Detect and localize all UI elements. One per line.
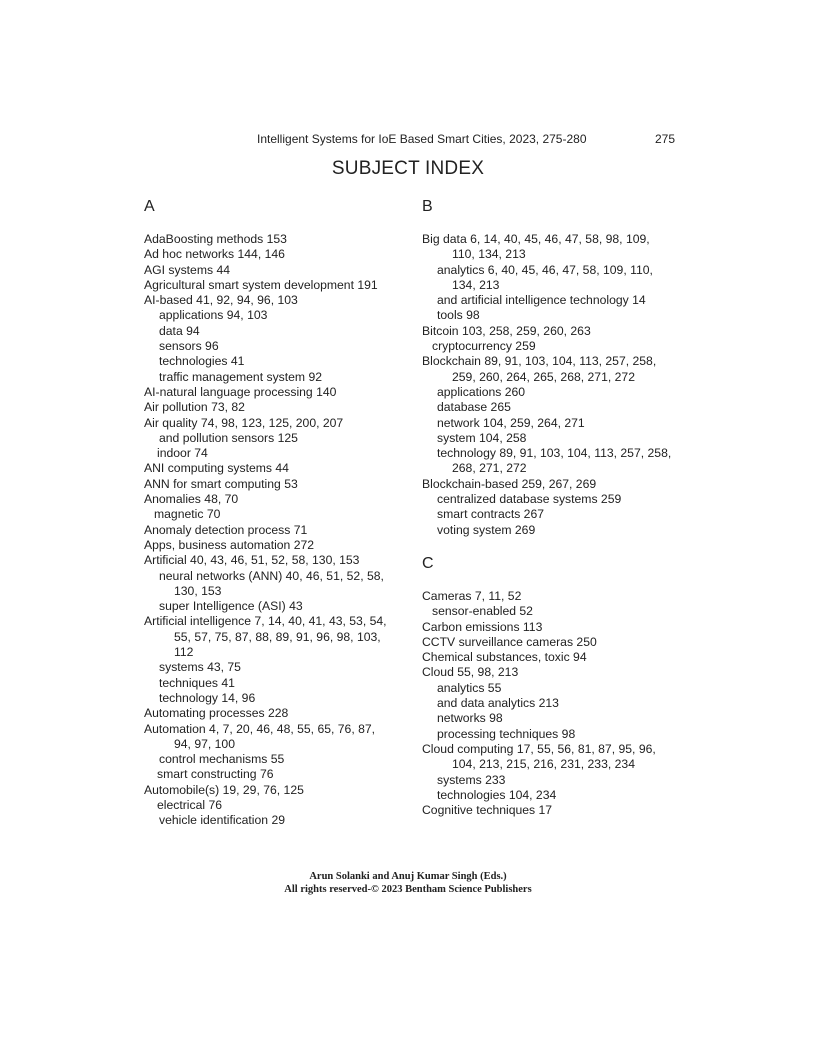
index-subentry: analytics 55 [437, 680, 502, 695]
index-entry: Cognitive techniques 17 [422, 803, 553, 818]
index-entry: Automating processes 228 [144, 706, 289, 721]
index-subentry: technologies 104, 234 [437, 787, 557, 802]
index-continuation: 55, 57, 75, 87, 88, 89, 91, 96, 98, 103, [174, 629, 381, 644]
index-entry: Blockchain 89, 91, 103, 104, 113, 257, 258, [422, 354, 657, 369]
index-subentry: sensor-enabled 52 [432, 604, 533, 619]
index-entry: AGI systems 44 [144, 262, 231, 277]
index-subentry: and data analytics 213 [437, 696, 559, 711]
index-subentry: smart constructing 76 [157, 767, 274, 782]
section-letter-a: A [144, 198, 155, 215]
index-subentry: indoor 74 [157, 446, 208, 461]
index-subentry: centralized database systems 259 [437, 492, 622, 507]
index-entry: Cloud computing 17, 55, 56, 81, 87, 95, 96, [422, 741, 656, 756]
index-subentry: and pollution sensors 125 [159, 430, 298, 445]
index-entry: Ad hoc networks 144, 146 [144, 247, 285, 262]
page-title: SUBJECT INDEX [331, 158, 485, 179]
index-entry: AdaBoosting methods 153 [144, 232, 287, 246]
index-continuation: 110, 134, 213 [452, 247, 526, 262]
index-entry: Agricultural smart system development 191 [144, 277, 378, 292]
index-subentry: magnetic 70 [154, 507, 221, 522]
index-entry: Blockchain-based 259, 267, 269 [422, 476, 597, 491]
index-subentry: vehicle identification 29 [159, 813, 286, 828]
index-subentry: control mechanisms 55 [159, 752, 285, 767]
index-subentry: traffic management system 92 [159, 369, 323, 384]
index-continuation: 130, 153 [174, 583, 222, 598]
index-subentry: technology 89, 91, 103, 104, 113, 257, 258, [437, 446, 672, 461]
index-entry: Anomalies 48, 70 [144, 492, 239, 507]
index-subentry: super Intelligence (ASI) 43 [159, 599, 303, 614]
index-subentry: voting system 269 [437, 522, 536, 537]
index-continuation: 268, 271, 272 [452, 461, 527, 476]
index-entry: CCTV surveillance cameras 250 [422, 634, 597, 649]
index-entry: Carbon emissions 113 [422, 619, 543, 634]
index-continuation: 112 [174, 645, 194, 660]
index-entry: AI-based 41, 92, 94, 96, 103 [144, 293, 298, 308]
index-subentry: system 104, 258 [437, 430, 527, 445]
index-subentry: tools 98 [437, 308, 480, 323]
index-entry: Air pollution 73, 82 [144, 400, 245, 415]
section-letter-b: B [422, 198, 433, 215]
index-subentry: applications 94, 103 [159, 308, 268, 323]
index-entry: Air quality 74, 98, 123, 125, 200, 207 [144, 415, 344, 430]
index-entry: Artificial intelligence 7, 14, 40, 41, 43, 53, 54, [144, 614, 387, 629]
index-entry: Apps, business automation 272 [144, 537, 315, 552]
index-subentry: technologies 41 [159, 354, 245, 369]
index-entry: Cloud 55, 98, 213 [422, 665, 519, 680]
index-continuation: 134, 213 [452, 277, 500, 292]
editors-credit: Arun Solanki and Anuj Kumar Singh (Eds.) [309, 871, 507, 882]
index-subentry: analytics 6, 40, 45, 46, 47, 58, 109, 110, [437, 262, 653, 277]
index-subentry: data 94 [159, 323, 200, 338]
index-subentry: networks 98 [437, 711, 503, 726]
index-entry: ANI computing systems 44 [144, 461, 289, 476]
index-entry: Anomaly detection process 71 [144, 522, 308, 537]
index-entry: Automobile(s) 19, 29, 76, 125 [144, 782, 304, 797]
index-subentry: smart contracts 267 [437, 507, 545, 522]
section-letter-c: C [422, 554, 434, 572]
index-subentry: database 265 [437, 400, 511, 415]
index-continuation: 259, 260, 264, 265, 268, 271, 272 [452, 369, 635, 384]
index-entry: Artificial 40, 43, 46, 51, 52, 58, 130, 153 [144, 553, 360, 568]
index-subentry: and artificial intelligence technology 14 [437, 293, 646, 308]
index-subentry: neural networks (ANN) 40, 46, 51, 52, 58, [159, 568, 384, 583]
index-subentry: network 104, 259, 264, 271 [437, 415, 585, 430]
index-entry: AI-natural language processing 140 [144, 384, 337, 399]
copyright-notice: All rights reserved-© 2023 Bentham Science Publishers [284, 884, 532, 895]
running-title: Intelligent Systems for IoE Based Smart Cities, 2023, 275-280 [257, 132, 587, 146]
index-entry: Big data 6, 14, 40, 45, 46, 47, 58, 98, 109, [422, 232, 650, 246]
index-entry: Bitcoin 103, 258, 259, 260, 263 [422, 323, 591, 338]
index-subentry: technology 14, 96 [159, 690, 256, 705]
index-entry: Cameras 7, 11, 52 [422, 588, 522, 603]
index-entry: ANN for smart computing 53 [144, 476, 298, 491]
page-number: 275 [655, 132, 676, 146]
index-subentry: systems 43, 75 [159, 660, 241, 675]
page-footer [0, 870, 816, 896]
index-column-left [144, 197, 404, 829]
index-column-right [422, 197, 690, 818]
index-continuation: 104, 213, 215, 216, 231, 233, 234 [452, 757, 635, 772]
index-subentry: cryptocurrency 259 [432, 339, 536, 354]
index-subentry: sensors 96 [159, 339, 219, 354]
index-continuation: 94, 97, 100 [174, 736, 235, 751]
index-subentry: techniques 41 [159, 675, 235, 690]
index-subentry: applications 260 [437, 384, 526, 399]
index-subentry: processing techniques 98 [437, 726, 576, 741]
index-subentry: systems 233 [437, 772, 506, 787]
index-subentry: electrical 76 [157, 797, 223, 812]
index-entry: Automation 4, 7, 20, 46, 48, 55, 65, 76, 87, [144, 721, 376, 736]
index-entry: Chemical substances, toxic 94 [422, 650, 587, 665]
